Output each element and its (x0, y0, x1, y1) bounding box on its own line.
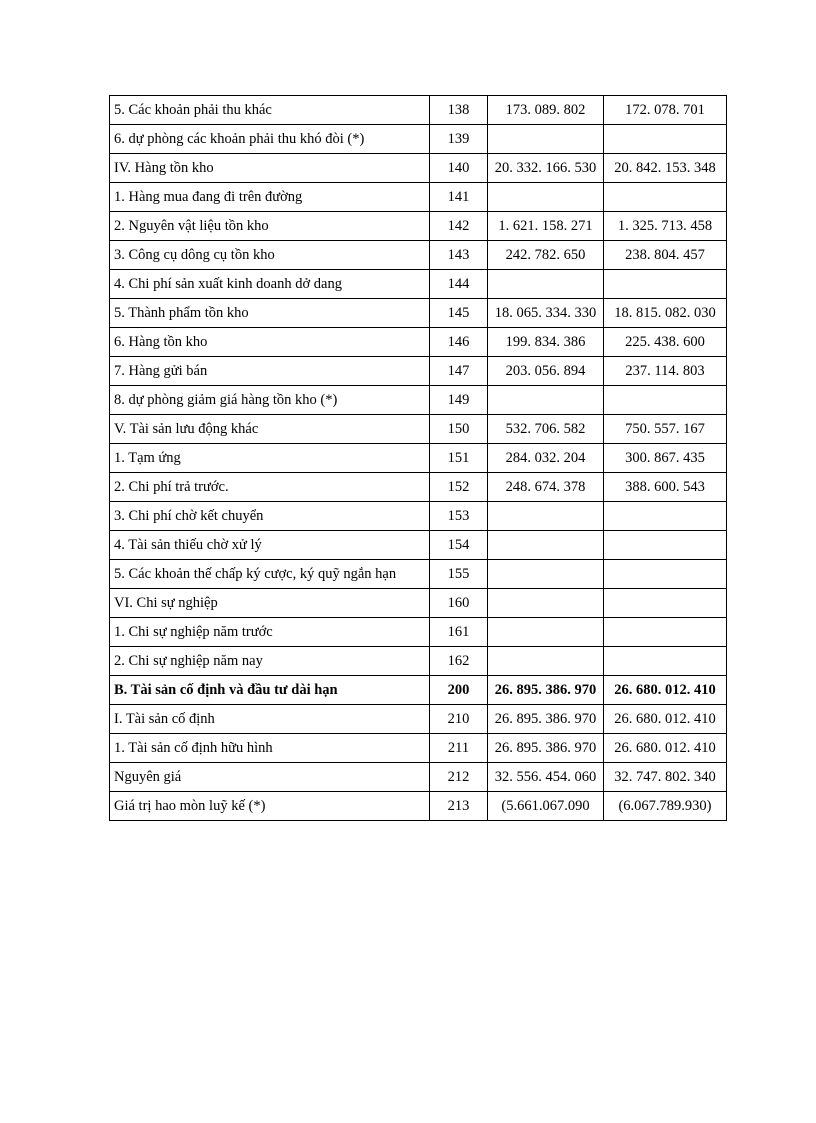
item-code: 200 (430, 676, 488, 705)
value-end: 32. 747. 802. 340 (604, 763, 727, 792)
item-name: 1. Hàng mua đang đi trên đường (110, 183, 430, 212)
item-name: 4. Chi phí sản xuất kinh doanh dở dang (110, 270, 430, 299)
table-row (110, 676, 727, 705)
value-end: 225. 438. 600 (604, 328, 727, 357)
value-beginning (488, 386, 604, 415)
item-name: 2. Chi sự nghiệp năm nay (110, 647, 430, 676)
value-beginning: 1. 621. 158. 271 (488, 212, 604, 241)
item-name: V. Tài sản lưu động khác (110, 415, 430, 444)
item-name: 5. Các khoản thế chấp ký cược, ký quỹ ngắn hạn (110, 560, 430, 589)
item-code: 162 (430, 647, 488, 676)
value-end (604, 531, 727, 560)
item-code: 160 (430, 589, 488, 618)
item-code: 152 (430, 473, 488, 502)
item-code: 139 (430, 125, 488, 154)
value-end (604, 183, 727, 212)
value-end: 26. 680. 012. 410 (604, 676, 727, 705)
item-code: 161 (430, 618, 488, 647)
value-beginning (488, 125, 604, 154)
table-row (110, 792, 727, 821)
item-name: 7. Hàng gửi bán (110, 357, 430, 386)
item-name: I. Tài sản cố định (110, 705, 430, 734)
value-end (604, 589, 727, 618)
value-beginning: 532. 706. 582 (488, 415, 604, 444)
value-end (604, 560, 727, 589)
item-name: 2. Chi phí trả trước. (110, 473, 430, 502)
table-row (110, 705, 727, 734)
value-beginning: 32. 556. 454. 060 (488, 763, 604, 792)
value-end: 26. 680. 012. 410 (604, 734, 727, 763)
table-row (110, 299, 727, 328)
value-end: 172. 078. 701 (604, 96, 727, 125)
item-code: 154 (430, 531, 488, 560)
value-end: 18. 815. 082. 030 (604, 299, 727, 328)
item-code: 145 (430, 299, 488, 328)
item-name: Nguyên giá (110, 763, 430, 792)
item-code: 142 (430, 212, 488, 241)
item-name: 5. Các khoản phải thu khác (110, 96, 430, 125)
value-end (604, 270, 727, 299)
table-row (110, 415, 727, 444)
value-end: 750. 557. 167 (604, 415, 727, 444)
table-row (110, 560, 727, 589)
value-beginning (488, 531, 604, 560)
table-row (110, 734, 727, 763)
value-beginning (488, 502, 604, 531)
value-end: 20. 842. 153. 348 (604, 154, 727, 183)
value-beginning: 242. 782. 650 (488, 241, 604, 270)
item-code: 140 (430, 154, 488, 183)
value-end: (6.067.789.930) (604, 792, 727, 821)
item-code: 153 (430, 502, 488, 531)
item-name: 6. dự phòng các khoản phải thu khó đòi (*) (110, 125, 430, 154)
value-end (604, 647, 727, 676)
value-beginning: 18. 065. 334. 330 (488, 299, 604, 328)
table-row (110, 96, 727, 125)
item-code: 146 (430, 328, 488, 357)
item-name: 1. Tạm ứng (110, 444, 430, 473)
value-beginning: 173. 089. 802 (488, 96, 604, 125)
value-beginning (488, 183, 604, 212)
table-row (110, 241, 727, 270)
item-code: 213 (430, 792, 488, 821)
value-beginning: 26. 895. 386. 970 (488, 705, 604, 734)
table-row (110, 183, 727, 212)
value-end: 300. 867. 435 (604, 444, 727, 473)
value-beginning: (5.661.067.090 (488, 792, 604, 821)
item-name: Giá trị hao mòn luỹ kế (*) (110, 792, 430, 821)
value-beginning: 20. 332. 166. 530 (488, 154, 604, 183)
value-beginning (488, 618, 604, 647)
value-beginning (488, 589, 604, 618)
value-beginning (488, 560, 604, 589)
item-name: 5. Thành phẩm tồn kho (110, 299, 430, 328)
table-row (110, 589, 727, 618)
table-row (110, 763, 727, 792)
value-end: 388. 600. 543 (604, 473, 727, 502)
item-code: 150 (430, 415, 488, 444)
table-row (110, 647, 727, 676)
table-row (110, 473, 727, 502)
item-name: 6. Hàng tồn kho (110, 328, 430, 357)
item-name: 4. Tài sản thiếu chờ xử lý (110, 531, 430, 560)
item-code: 138 (430, 96, 488, 125)
item-code: 141 (430, 183, 488, 212)
table-row (110, 444, 727, 473)
table-row (110, 328, 727, 357)
table-row (110, 386, 727, 415)
value-end (604, 386, 727, 415)
table-row (110, 531, 727, 560)
item-name: 3. Công cụ dông cụ tồn kho (110, 241, 430, 270)
item-code: 212 (430, 763, 488, 792)
item-code: 144 (430, 270, 488, 299)
item-name: 8. dự phòng giảm giá hàng tồn kho (*) (110, 386, 430, 415)
item-name: VI. Chi sự nghiệp (110, 589, 430, 618)
value-beginning (488, 647, 604, 676)
value-beginning: 26. 895. 386. 970 (488, 734, 604, 763)
value-end (604, 125, 727, 154)
item-name: 3. Chi phí chờ kết chuyển (110, 502, 430, 531)
value-end: 1. 325. 713. 458 (604, 212, 727, 241)
value-beginning (488, 270, 604, 299)
item-name: 1. Chi sự nghiệp năm trước (110, 618, 430, 647)
item-code: 151 (430, 444, 488, 473)
item-code: 211 (430, 734, 488, 763)
item-name: 2. Nguyên vật liệu tồn kho (110, 212, 430, 241)
item-name: 1. Tài sản cố định hữu hình (110, 734, 430, 763)
table-row (110, 125, 727, 154)
item-code: 149 (430, 386, 488, 415)
table-row (110, 212, 727, 241)
table-row (110, 357, 727, 386)
table-row (110, 154, 727, 183)
table-row (110, 502, 727, 531)
item-code: 155 (430, 560, 488, 589)
item-name: IV. Hàng tồn kho (110, 154, 430, 183)
value-beginning: 26. 895. 386. 970 (488, 676, 604, 705)
table-row (110, 270, 727, 299)
balance-sheet-table (109, 95, 727, 821)
table-row (110, 618, 727, 647)
value-beginning: 199. 834. 386 (488, 328, 604, 357)
value-end: 26. 680. 012. 410 (604, 705, 727, 734)
value-beginning: 284. 032. 204 (488, 444, 604, 473)
item-name: B. Tài sản cố định và đầu tư dài hạn (110, 676, 430, 705)
item-code: 143 (430, 241, 488, 270)
value-end: 237. 114. 803 (604, 357, 727, 386)
value-end (604, 618, 727, 647)
value-end: 238. 804. 457 (604, 241, 727, 270)
value-end (604, 502, 727, 531)
value-beginning: 248. 674. 378 (488, 473, 604, 502)
item-code: 210 (430, 705, 488, 734)
value-beginning: 203. 056. 894 (488, 357, 604, 386)
item-code: 147 (430, 357, 488, 386)
